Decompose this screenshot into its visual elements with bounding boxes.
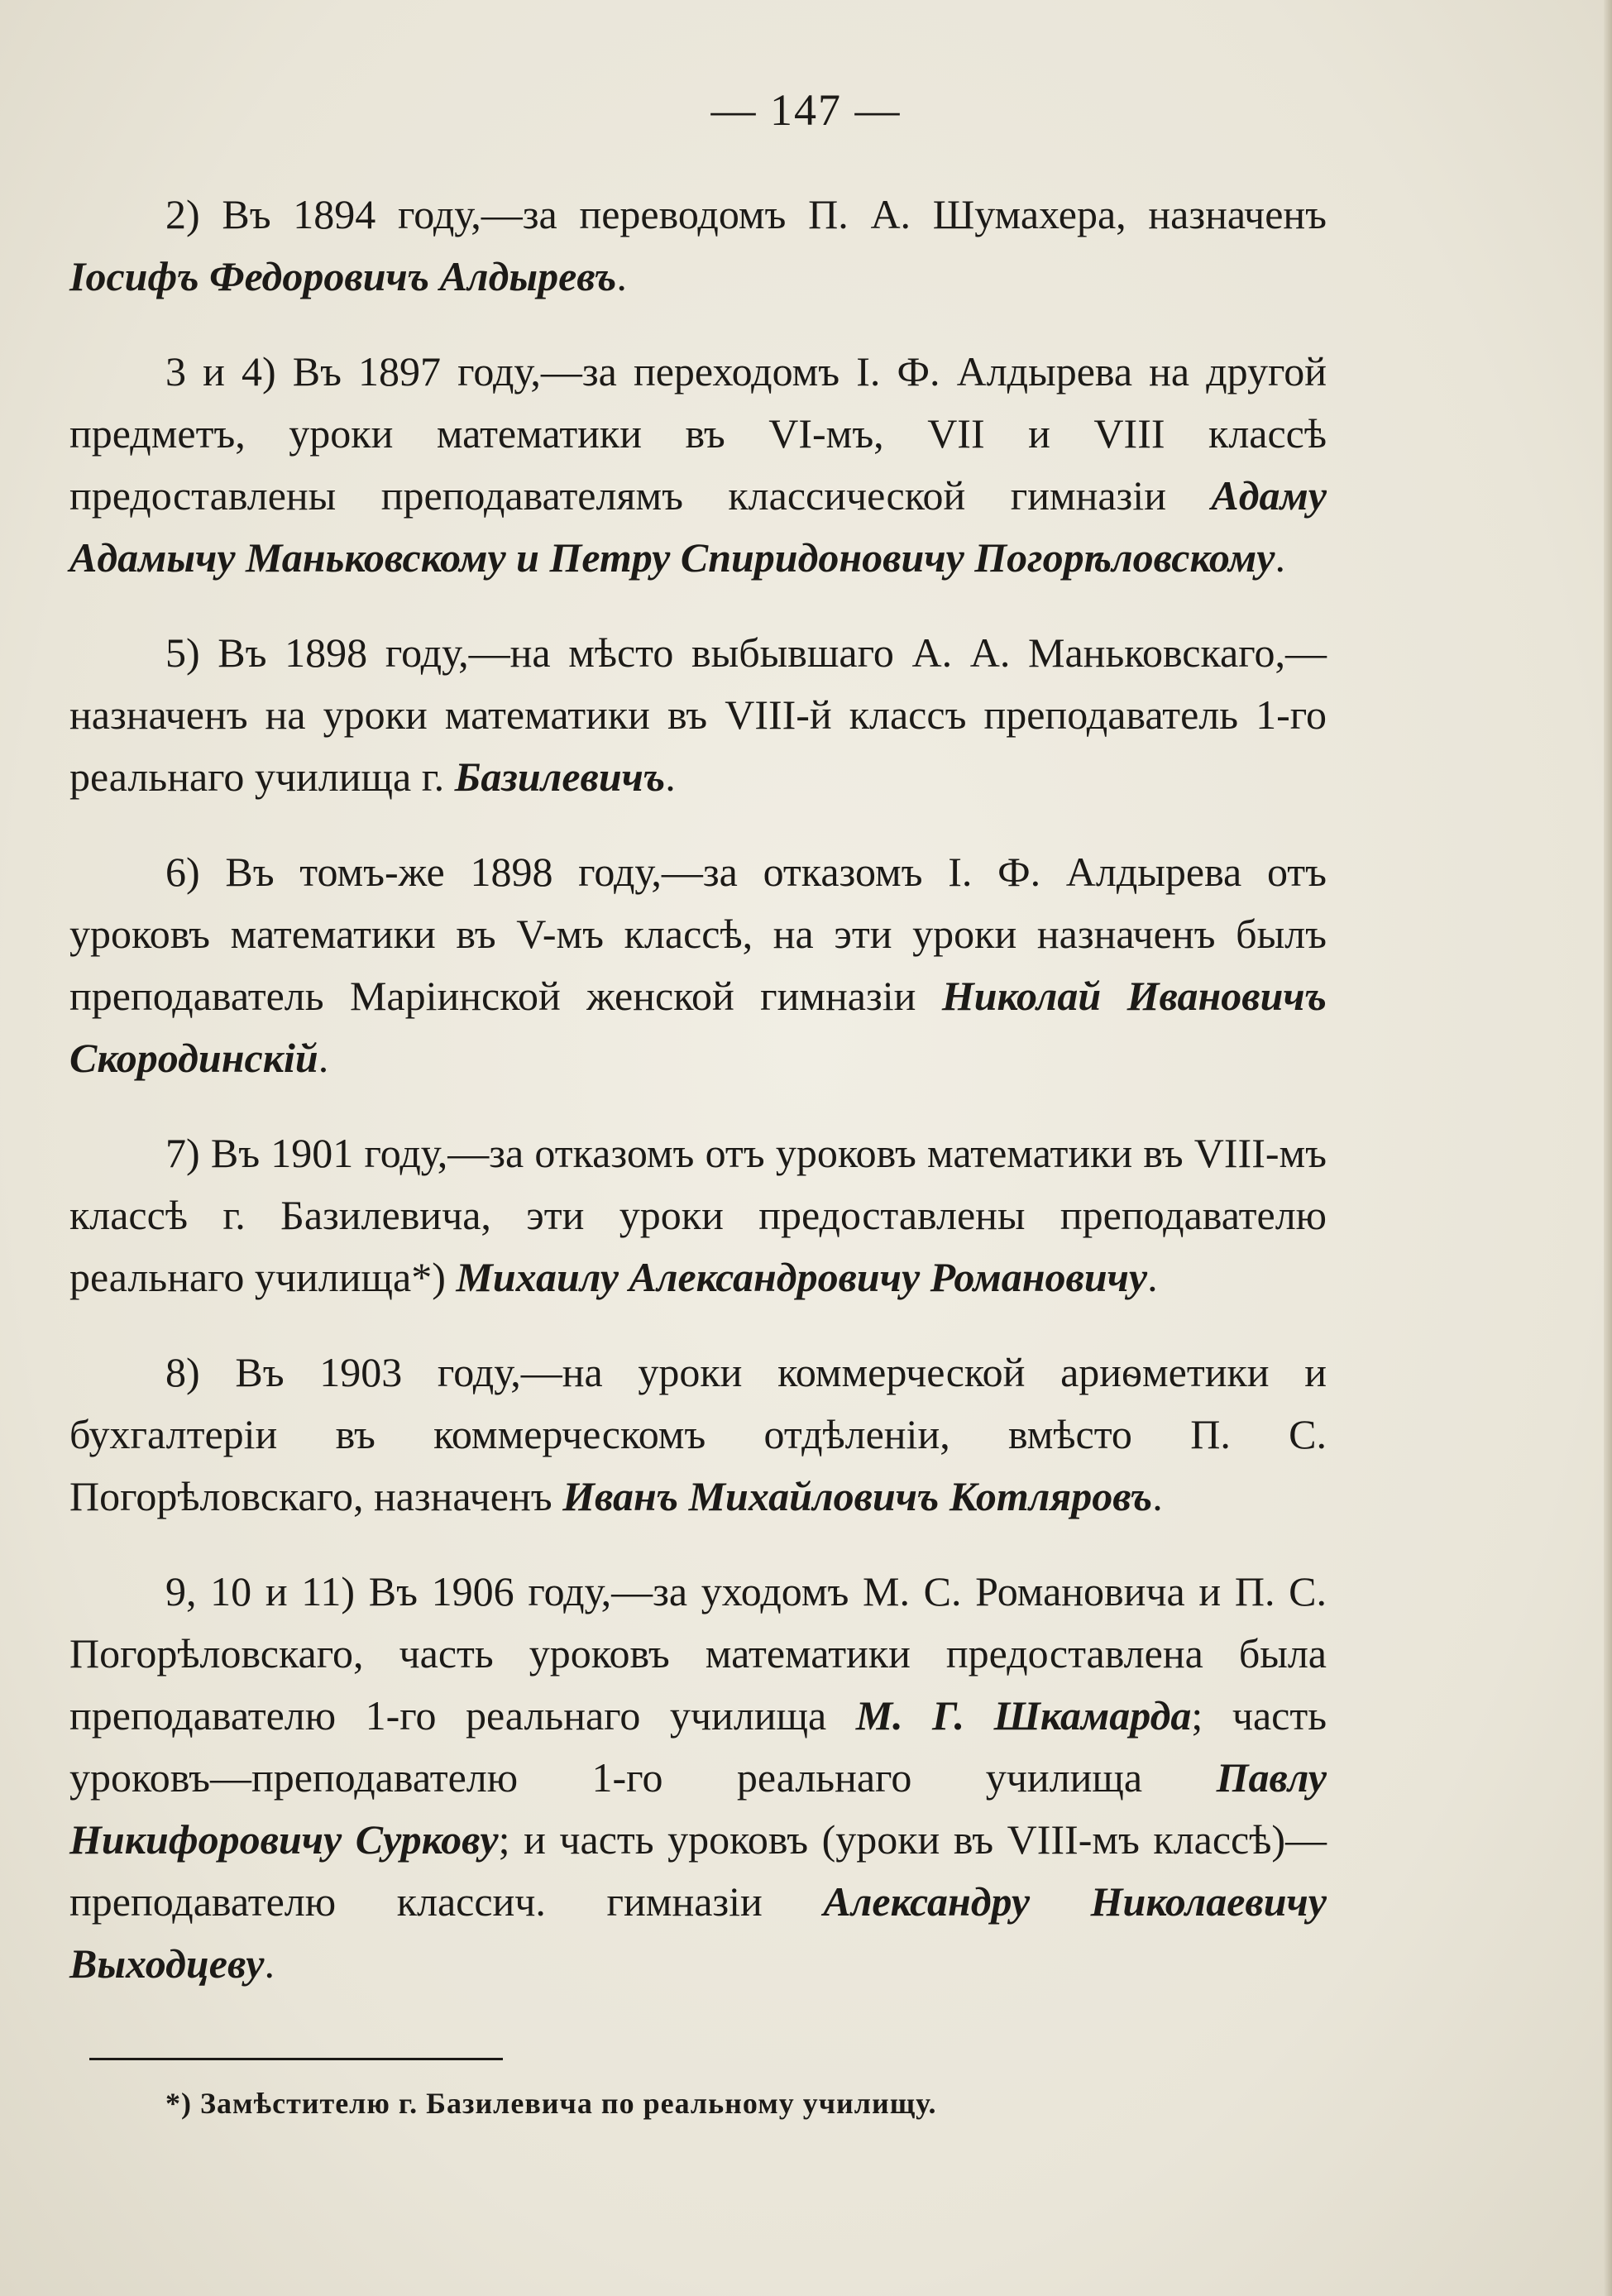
person-name: Николай Ивановичъ Скородинскій	[69, 973, 1327, 1081]
person-name: Базилевичъ	[454, 753, 666, 800]
paragraph-8: 8) Въ 1903 году,—на уроки коммерческой ариѳметики и бухгалтеріи въ коммерческомъ отдѣленіи, вмѣсто П. С. Погорѣловскаго, назначенъ Иванъ Михайловичъ Котляровъ.	[69, 1349, 1327, 1519]
person-name: Павлу Никифоровичу Суркову	[69, 1754, 1327, 1863]
footnote-divider	[89, 2058, 503, 2060]
person-name: Александру Николаевичу Выходцеву	[69, 1878, 1327, 1987]
person-name: М. Г. Шкамарда	[855, 1692, 1192, 1739]
page-body	[69, 184, 1327, 2026]
paragraph-6: 6) Въ томъ-же 1898 году,—за отказомъ І. Ф. Алдырева отъ уроковъ математики въ V-мъ классѣ, на эти уроки назначенъ былъ преподаватель Маріинской женской гимназіи Николай Ивановичъ Скородинскій.	[69, 849, 1327, 1081]
person-name: Михаилу Александровичу Романовичу	[456, 1254, 1148, 1300]
page-number: — 147 —	[710, 85, 902, 135]
person-name: Іосифъ Федоровичъ Алдыревъ	[69, 253, 617, 299]
person-name: Иванъ Михайловичъ Котляровъ	[562, 1473, 1153, 1519]
paragraph-7: 7) Въ 1901 году,—за отказомъ отъ уроковъ математики въ VIII-мъ классѣ г. Базилевича, эти уроки предоставлены преподавателю реальнаго училища*) Михаилу Александровичу Романовичу.	[69, 1130, 1327, 1300]
paragraph-9-10-11: 9, 10 и 11) Въ 1906 году,—за уходомъ М. С. Романовича и П. С. Погорѣловскаго, часть уроковъ математики предоставлена была преподавателю 1-го реальнаго училища М. Г. Шкамарда; часть уроковъ—преподавателю 1-го реальнаго училища Павлу Никифоровичу Суркову; и часть уроковъ (уроки въ VIII-мъ классѣ)—преподавателю классич. гимназіи Александру Николаевичу Выходцеву.	[69, 1568, 1327, 1987]
footnote: *) Замѣстителю г. Базилевича по реальному училищу.	[165, 2087, 937, 2120]
person-name: Адаму Адамычу Маньковскому и Петру Спиридоновичу Погорѣловскому	[69, 472, 1327, 581]
paragraph-3-4: 3 и 4) Въ 1897 году,—за переходомъ І. Ф. Алдырева на другой предметъ, уроки математики въ VI-мъ, VII и VIII классѣ предоставлены преподавателямъ классической гимназіи Адаму Адамычу Маньковскому и Петру Спиридоновичу Погорѣловскому.	[69, 348, 1327, 581]
paragraph-5: 5) Въ 1898 году,—на мѣсто выбывшаго А. А. Маньковскаго,—назначенъ на уроки математики въ VIII-й классъ преподаватель 1-го реальнаго училища г. Базилевичъ.	[69, 629, 1327, 800]
paragraph-2: 2) Въ 1894 году,—за переводомъ П. А. Шумахера, назначенъ Іосифъ Федоровичъ Алдыревъ.	[69, 191, 1327, 299]
page-edge-shadow	[1604, 0, 1612, 2296]
